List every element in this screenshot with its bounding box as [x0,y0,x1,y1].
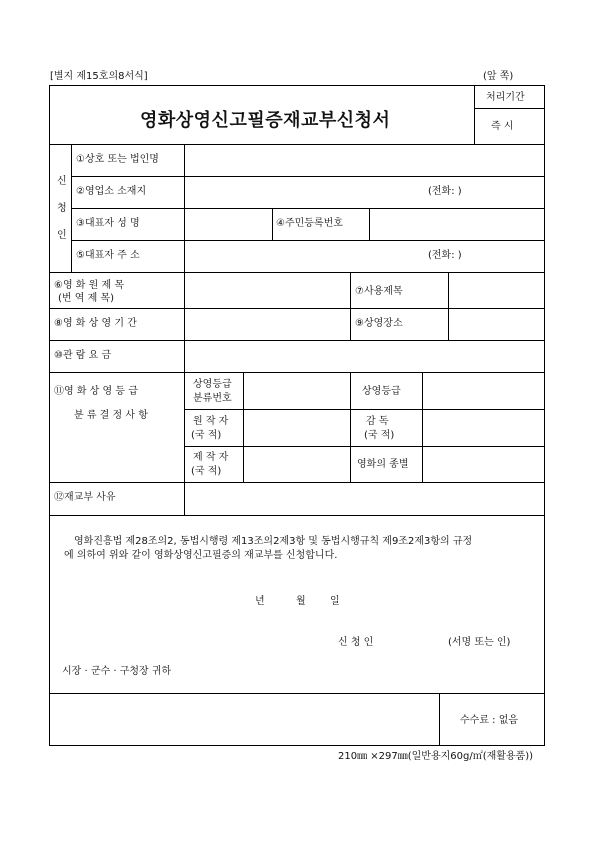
applicant-group-char-3: 인 [57,230,67,241]
venue-label: ⑨상영장소 [355,318,403,329]
producer-field[interactable] [245,448,348,480]
producer-label: 제 작 자 [193,452,229,463]
reissue-reason-field[interactable] [186,484,542,513]
row-line-2 [72,208,544,209]
business-address-field[interactable] [186,178,422,206]
statement-line-2: 에 의하여 위와 같이 영화상영신고필증의 재교부를 신청합니다. [64,550,338,561]
rating-number-field[interactable] [245,374,348,407]
producer-nationality-label: (국 적) [191,466,222,477]
recipient-label: 시장 · 군수 · 구청장 귀하 [62,666,172,677]
row-line-5 [50,308,544,309]
translated-title-label: (번 역 제 목) [58,293,114,304]
row-line-1 [72,176,544,177]
row-line-10 [50,515,544,516]
page-side-label: (앞 쪽) [483,71,514,82]
author-label: 원 작 자 [193,416,229,427]
row-line-9 [50,482,544,483]
label-column-divider [184,144,185,515]
rep-address-label: ⑤대표자 주 소 [76,250,140,261]
director-field[interactable] [424,411,542,444]
rating-number-label-2: 분류번호 [193,393,232,404]
business-phone-label: (전화: ) [428,186,462,197]
screening-period-field[interactable] [186,310,348,338]
applicant-group-char-1: 신 [57,176,67,187]
form-number: [별지 제15호의8서식] [50,71,148,82]
rating-number-label-1: 상영등급 [193,379,232,390]
date-year-label: 년 [255,596,265,607]
used-title-label: ⑦사용제목 [355,286,403,297]
rating-label: ⑪영 화 상 영 등 급 [54,386,138,397]
admission-fee-field[interactable] [186,342,542,370]
director-label: 감 독 [366,416,389,427]
applicant-group-divider [71,144,72,272]
form-title: 영화상영신고필증재교부신청서 [140,110,391,131]
original-title-field[interactable] [186,274,348,306]
row-line-8b [184,446,544,447]
title-venue-divider [350,272,351,340]
rating-grade-field[interactable] [424,374,542,407]
paper-spec: 210㎜ ×297㎜(일반용지60g/㎡(재활용품)) [338,751,534,762]
row-line-6 [50,340,544,341]
fee-divider [439,693,440,745]
resident-number-divider [369,208,370,240]
rep-name-divider [272,208,273,240]
rep-name-label: ③대표자 성 명 [76,218,140,229]
author-field[interactable] [245,411,348,444]
business-address-label: ②영업소 소재지 [76,186,147,197]
title-divider [474,86,475,144]
processing-period-value: 즉 시 [491,121,514,132]
resident-number-field[interactable] [371,210,542,238]
director-nationality-label: (국 적) [364,430,395,441]
rating-sub-divider-1 [243,372,244,482]
processing-divider [474,108,544,109]
signature-label: (서명 또는 인) [448,637,511,648]
row-line-3 [72,240,544,241]
rep-name-field[interactable] [186,210,270,238]
company-name-label: ①상호 또는 법인명 [76,154,159,165]
venue-field[interactable] [450,310,542,338]
rating-sub-label: 분 류 결 정 사 항 [74,410,148,421]
title-venue-value-divider [448,272,449,340]
company-name-field[interactable] [186,146,542,174]
used-title-field[interactable] [450,274,542,306]
statement-line-1: 영화진흥법 제28조의2, 동법시행령 제13조의2제3항 및 동법시행규칙 제9조2제3항의 규정 [74,536,473,547]
applicant-group-char-2: 청 [57,203,67,214]
row-line-8a [184,409,544,410]
applicant-sign-label: 신 청 인 [338,637,374,648]
date-month-label: 월 [296,596,306,607]
screening-period-label: ⑧영 화 상 영 기 간 [54,318,137,329]
date-day-label: 일 [330,596,340,607]
rating-sub-divider-2 [350,372,351,482]
reissue-reason-label: ⑫재교부 사유 [54,492,116,503]
row-line-11 [50,693,544,694]
rep-address-field[interactable] [186,242,422,270]
rating-sub-divider-3 [422,372,423,482]
processing-period-label: 처리기간 [486,92,525,103]
original-title-label: ⑥영 화 원 제 목 [54,280,124,291]
row-line-title [50,144,544,145]
genre-field[interactable] [424,448,542,480]
row-line-4 [50,272,544,273]
rep-phone-label: (전화: ) [428,250,462,261]
fee-label: 수수료 : 없음 [460,715,519,726]
rating-grade-label: 상영등급 [362,386,401,397]
admission-fee-label: ⑩관 람 요 금 [54,350,112,361]
row-line-7 [50,372,544,373]
genre-label: 영화의 종별 [357,459,409,470]
author-nationality-label: (국 적) [191,430,222,441]
resident-number-label: ④주민등록번호 [276,218,343,229]
